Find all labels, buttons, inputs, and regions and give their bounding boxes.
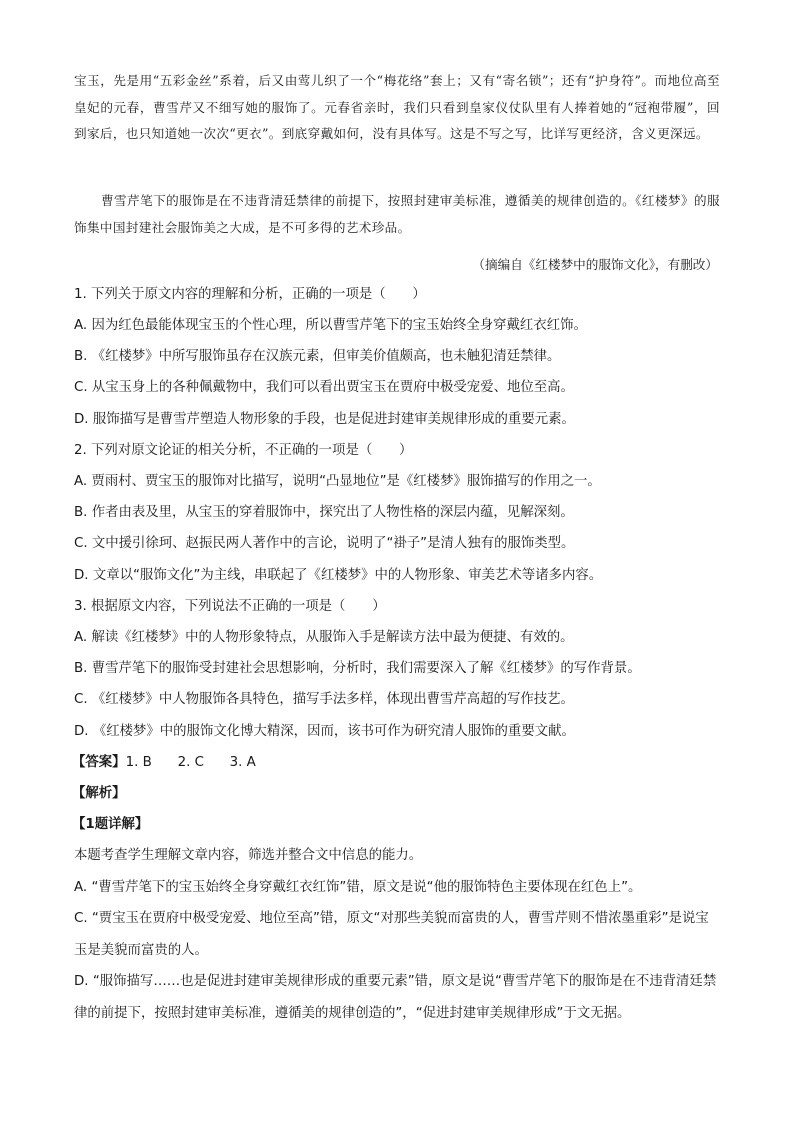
question-2-option-d: D. 文章以“服饰文化”为主线，串联起了《红楼梦》中的人物形象、审美艺术等诸多内容。 bbox=[74, 568, 603, 583]
question-3-stem: 3. 根据原文内容，下列说法不正确的一项是（ ） bbox=[74, 599, 386, 614]
analysis-option-d: D. “服饰描写……也是促进封建审美规律形成的重要元素”错，原文是说“曹雪芹笔下的服饰是在不违背清廷禁律的前提下，按照封建审美标准，遵循美的规律创造的”，“促进封建审美规律形成”于文无据。 bbox=[74, 974, 717, 1021]
question-1-stem: 1. 下列关于原文内容的理解和分析，正确的一项是（ ） bbox=[74, 287, 426, 302]
question-3-option-c: C. 《红楼梦》中人物服饰各具特色，描写手法多样，体现出曹雪芹高超的写作技艺。 bbox=[74, 692, 574, 707]
question-2-option-c: C. 文中援引徐珂、赵振民两人著作中的言论，说明了“褂子”是清人独有的服饰类型。 bbox=[74, 536, 575, 551]
question-3-option-a: A. 解读《红楼梦》中的人物形象特点，从服饰入手是解读方法中最为便捷、有效的。 bbox=[74, 630, 574, 645]
passage-paragraph-2: 曹雪芹笔下的服饰是在不违背清廷禁律的前提下，按照封建审美标准，遵循美的规律创造的。《红楼梦》的服饰集中国封建社会服饰美之大成，是不可多得的艺术珍品。 bbox=[74, 193, 720, 235]
question-1-option-d: D. 服饰描写是曹雪芹塑造人物形象的手段，也是促进封建审美规律形成的重要元素。 bbox=[74, 412, 575, 427]
answer-item-1: 1. B bbox=[125, 755, 152, 770]
question-1-option-c: C. 从宝玉身上的各种佩戴物中，我们可以看出贾宝玉在贾府中极受宠爱、地位至高。 bbox=[74, 380, 574, 395]
passage-source: （摘编自《红楼梦中的服饰文化》，有删改） bbox=[472, 257, 718, 272]
answer-item-2: 2. C bbox=[177, 755, 204, 770]
answer-item-3: 3. A bbox=[229, 755, 256, 770]
passage-paragraph-1: 宝玉，先是用“五彩金丝”系着，后又由莺儿织了一个“梅花络”套上；又有“寄名锁”；还有“护身符”。而地位高至皇妃的元春，曹雪芹又不细写她的服饰了。元春省亲时，我们只看到皇家仪仗队里有人捧着她的“冠袍带履”，回到家后，也只知道她一次次“更衣”。到底穿戴如何，没有具体写。这是不写之写，比详写更经济，含义更深远。 bbox=[74, 73, 720, 141]
analysis-option-a: A. “曹雪芹笔下的宝玉始终全身穿戴红衣红饰”错，原文是说“他的服饰特色主要体现在红色上”。 bbox=[74, 880, 642, 895]
answer-line bbox=[72, 753, 722, 773]
analysis-label: 【解析】 bbox=[72, 786, 126, 801]
question-1-option-a: A. 因为红色最能体现宝玉的个性心理，所以曹雪芹笔下的宝玉始终全身穿戴红衣红饰。 bbox=[74, 318, 587, 333]
question-1-option-b: B. 《红楼梦》中所写服饰虽存在汉族元素，但审美价值颇高，也未触犯清廷禁律。 bbox=[74, 349, 561, 364]
analysis-intro: 本题考查学生理解文章内容，筛选并整合文中信息的能力。 bbox=[74, 848, 423, 863]
question-2-option-a: A. 贾雨村、贾宝玉的服饰对比描写，说明“凸显地位”是《红楼梦》服饰描写的作用之一。 bbox=[74, 474, 601, 489]
answer-label: 【答案】 bbox=[72, 755, 126, 770]
question-3-option-d: D. 《红楼梦》中的服饰文化博大精深，因而，该书可作为研究清人服饰的重要文献。 bbox=[74, 724, 575, 739]
question-3-option-b: B. 曹雪芹笔下的服饰受封建社会思想影响，分析时，我们需要深入了解《红楼梦》的写作背景。 bbox=[74, 661, 641, 676]
question-2-stem: 2. 下列对原文论证的相关分析，不正确的一项是（ ） bbox=[74, 443, 413, 458]
analysis-option-c: C. “贾宝玉在贾府中极受宠爱、地位至高”错，原文“对那些美貌而富贵的人，曹雪芹则不惜浓墨重彩”是说宝玉是美貌而富贵的人。 bbox=[74, 911, 709, 958]
question-2-option-b: B. 作者由表及里，从宝玉的穿着服饰中，探究出了人物性格的深层内蕴，见解深刻。 bbox=[74, 505, 574, 520]
question-1-detail-label: 【1题详解】 bbox=[72, 817, 149, 832]
